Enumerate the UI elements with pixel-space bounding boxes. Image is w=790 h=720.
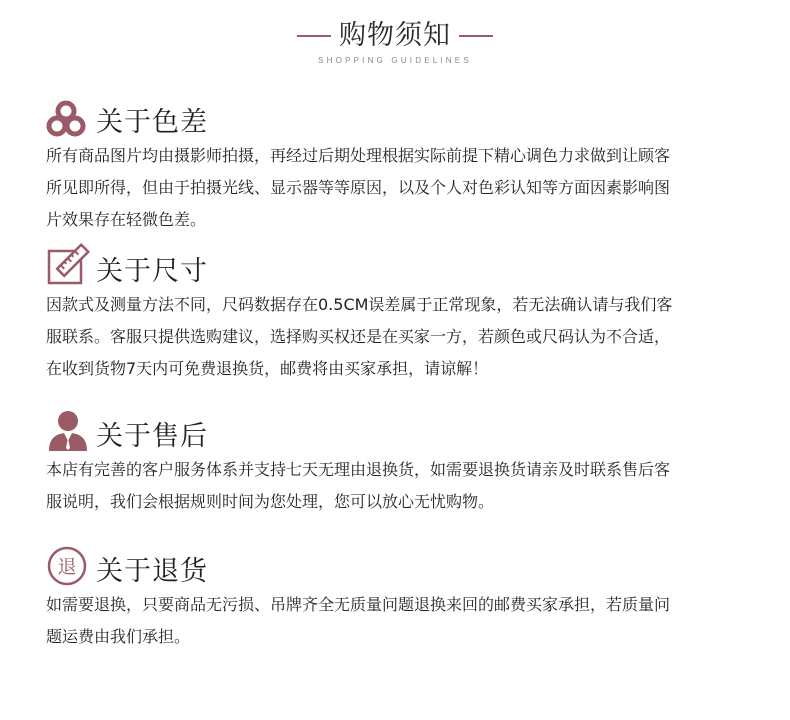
section-title: 关于售后: [96, 421, 208, 452]
body-line: 在收到货物7天内可免费退换货，邮费将由买家承担，请谅解！: [46, 359, 489, 378]
header-left-divider: [297, 35, 331, 37]
body-line: 如需要退换，只要商品无污损、吊牌齐全无质量问题退换来回的邮费买家承担，若质量问: [46, 595, 671, 614]
return-icon-glyph: 退: [57, 556, 77, 578]
section-returns: [46, 543, 756, 653]
trefoil-icon: [46, 94, 92, 138]
section-after-sales: [46, 408, 756, 518]
page-header: [0, 18, 790, 65]
return-circle-icon: [46, 543, 92, 587]
body-line: 所有商品图片均由摄影师拍摄，再经过后期处理根据实际前提下精心调色力求做到让顾客: [46, 146, 671, 165]
section-body: [46, 589, 756, 653]
body-line: 所见即所得，但由于拍摄光线、显示器等等原因，以及个人对色彩认知等方面因素影响图: [46, 178, 671, 197]
section-color-difference: [46, 94, 756, 236]
section-title: 关于色差: [96, 107, 208, 138]
service-person-icon: [46, 408, 92, 452]
page-subtitle: SHOPPING GUIDELINES: [318, 56, 472, 65]
body-line: 题运费由我们承担。: [46, 627, 191, 646]
section-title: 关于退货: [96, 556, 208, 587]
header-right-divider: [459, 35, 493, 37]
section-body: [46, 454, 756, 518]
body-line: 片效果存在轻微色差。: [46, 210, 207, 229]
body-line: 服说明，我们会根据规则时间为您处理，您可以放心无忧购物。: [46, 492, 495, 511]
section-size: [46, 243, 756, 385]
body-line: 本店有完善的客户服务体系并支持七天无理由退换货，如需要退换货请亲及时联系售后客: [46, 460, 671, 479]
section-title: 关于尺寸: [96, 256, 208, 287]
body-line: 因款式及测量方法不同，尺码数据存在0.5CM误差属于正常现象，若无法确认请与我们客: [46, 295, 673, 314]
section-body: [46, 140, 756, 236]
ruler-icon: [46, 243, 92, 287]
page-title: 购物须知: [339, 20, 451, 51]
section-body: [46, 289, 756, 385]
body-line: 服联系。客服只提供选购建议，选择购买权还是在买家一方，若颜色或尺码认为不合适，: [46, 327, 671, 346]
